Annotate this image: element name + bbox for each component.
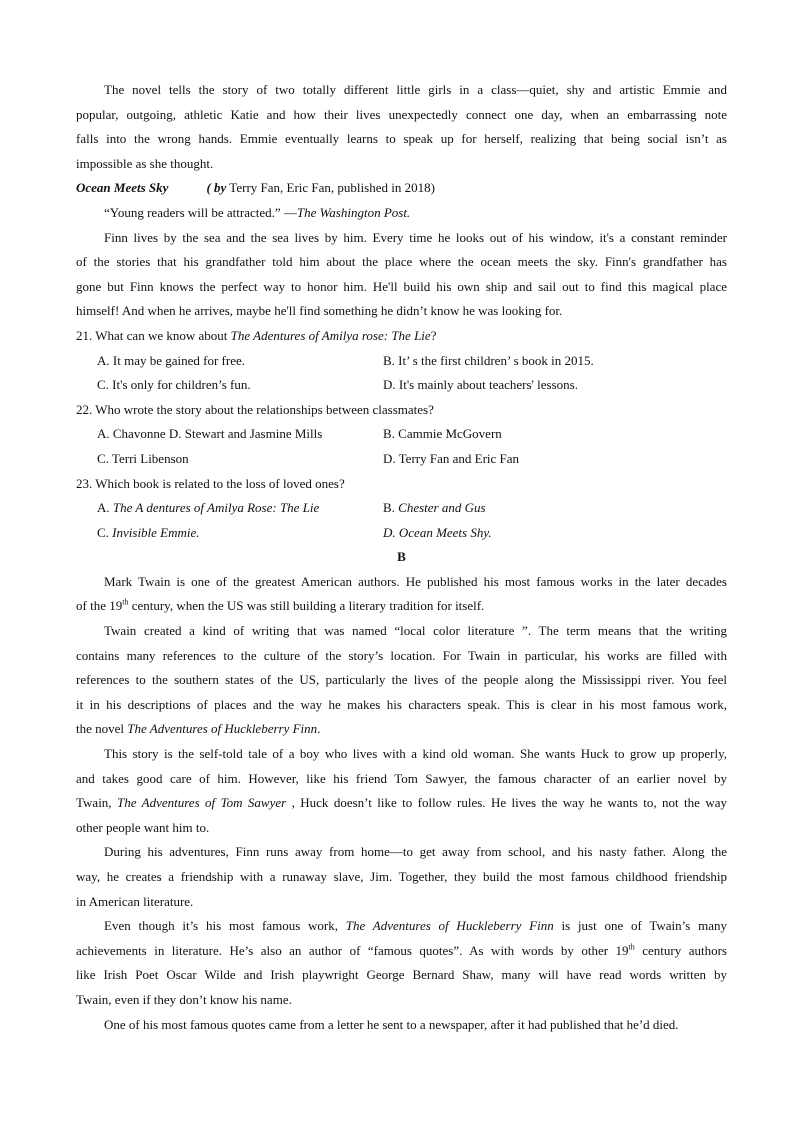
text-run: references to the southern states of the US, particularly the lives of the people along the Mississippi river. You feel — [76, 672, 727, 688]
text-run: , Huck doesn’t like to follow rules. He lives the way he wants to, not the way — [286, 795, 728, 811]
text-run: Even though it’s his most famous work, — [104, 918, 346, 934]
text-run: This story is the self-told tale of a boy who lives with a kind old woman. She wants Huck to grow up properly, — [104, 746, 727, 762]
text-run: Mark Twain is one of the greatest American authors. He published his most famous works in the later decades — [104, 573, 727, 589]
text-run: popular, outgoing, athletic Katie and how their lives unexpectedly connect one day, when an embarrassing note — [76, 106, 727, 122]
text-run: and takes good care of him. However, like his friend Tom Sawyer, the famous character of an earlier novel by — [76, 770, 727, 786]
text-line — [76, 939, 727, 964]
text-line — [76, 299, 727, 324]
text-run: The Washington Post. — [296, 204, 411, 220]
text-run: contains many references to the culture of the story’s location. For Twain in particular, his works are filled with — [76, 647, 727, 663]
text-line — [76, 250, 727, 275]
text-run: C. — [97, 524, 113, 540]
text-run: achievements in literature. He’s also an author of “famous quotes”. As with words by other 19 — [76, 942, 629, 958]
question — [76, 324, 727, 398]
text-run: ? — [430, 327, 437, 343]
answer-option[interactable] — [76, 422, 383, 447]
section-heading — [76, 545, 727, 570]
text-line — [76, 644, 727, 669]
text-run: in American literature. — [76, 893, 194, 909]
text-run: The Adventures of Huckleberry Finn — [127, 721, 318, 737]
answer-option[interactable] — [76, 496, 383, 521]
text-line — [76, 1013, 727, 1038]
paragraph — [76, 914, 727, 1012]
text-run: C. Terri Libenson — [97, 450, 189, 466]
text-run: is just one of Twain’s many — [553, 918, 727, 934]
text-run: “Young readers will be attracted.” — — [104, 204, 297, 220]
answer-option[interactable] — [76, 521, 383, 546]
text-line — [76, 275, 727, 300]
text-run: B. Cammie McGovern — [383, 426, 502, 442]
text-run: 21. What can we know about — [76, 327, 231, 343]
text-run: D. Ocean Meets Shy. — [383, 524, 492, 540]
text-run: The Adventures of Huckleberry Finn — [345, 918, 554, 934]
answer-option[interactable] — [383, 447, 519, 472]
text-line — [76, 226, 727, 251]
text-line — [76, 103, 727, 128]
answer-option[interactable] — [383, 349, 594, 374]
question — [76, 472, 727, 546]
question — [76, 398, 727, 472]
options-row — [76, 349, 727, 374]
text-run: During his adventures, Finn runs away from home—to get away from school, and his nasty father. Along the — [104, 844, 727, 860]
answer-option[interactable] — [383, 422, 502, 447]
text-line — [76, 152, 727, 177]
text-line — [76, 816, 727, 841]
paragraph — [76, 570, 727, 619]
text-run: the novel — [76, 721, 128, 737]
text-run: The A dentures of Amilya Rose: The Lie — [112, 500, 320, 516]
text-run: A. It may be gained for free. — [97, 352, 245, 368]
text-run: One of his most famous quotes came from a letter he sent to a newspaper, after it had published that he’d died. — [104, 1016, 679, 1032]
paragraph — [76, 619, 727, 742]
text-run: century authors — [634, 942, 727, 958]
book-title-line — [76, 176, 727, 201]
answer-option[interactable] — [383, 373, 578, 398]
text-run: Chester and Gus — [398, 500, 486, 516]
text-line — [76, 767, 727, 792]
text-run: 23. Which book is related to the loss of loved ones? — [76, 475, 345, 491]
text-line — [76, 594, 727, 619]
question-text — [76, 398, 727, 423]
text-run: of the stories that his grandfather told him about the place where the ocean meets the sky. Finn's grandfather has — [76, 254, 727, 270]
text-run: th — [628, 942, 635, 952]
text-line — [76, 127, 727, 152]
text-line — [76, 988, 727, 1013]
text-run: century, when the US was still building a literary tradition for itself. — [128, 598, 485, 614]
text-line — [76, 914, 727, 939]
review-quote — [76, 201, 727, 226]
text-line — [76, 890, 727, 915]
text-run: ( by — [206, 180, 227, 196]
text-run: way, he creates a friendship with a runaway slave, Jim. Together, they build the most famous childhood friendship — [76, 869, 727, 884]
question-text — [76, 472, 727, 497]
text-run: The novel tells the story of two totally different little girls in a class—quiet, shy and artistic Emmie and — [104, 82, 727, 97]
paragraph — [76, 78, 727, 176]
answer-option[interactable] — [76, 447, 383, 472]
text-line — [76, 717, 727, 742]
text-line — [76, 570, 727, 595]
paragraph — [76, 226, 727, 324]
text-run: of the 19 — [76, 598, 123, 614]
question-text — [76, 324, 727, 349]
text-line — [76, 865, 727, 890]
text-run: C. It's only for children’s fun. — [97, 377, 251, 393]
text-run: A. Chavonne D. Stewart and Jasmine Mills — [97, 426, 323, 442]
text-run: B. It’ s the first children’ s book in 2015. — [383, 352, 594, 368]
text-run: The Adentures of Amilya rose: The Lie — [230, 327, 431, 343]
text-run: other people want him to. — [76, 819, 210, 835]
text-run: Twain, — [76, 795, 117, 811]
paragraph — [76, 1013, 727, 1038]
options-row — [76, 422, 727, 447]
answer-option[interactable] — [76, 373, 383, 398]
text-line — [76, 668, 727, 693]
text-run: it in his descriptions of places and the way he makes his characters speak. This is clear in his most famous work, — [76, 696, 727, 712]
text-run: like Irish Poet Oscar Wilde and Irish playwright George Bernard Shaw, many will have read words written by — [76, 967, 727, 983]
text-line — [76, 791, 727, 816]
text-run: Twain, even if they don’t know his name. — [76, 991, 292, 1007]
options-row — [76, 521, 727, 546]
document-page — [76, 78, 727, 1037]
text-line — [76, 840, 727, 865]
text-run: Finn lives by the sea and the sea lives by him. Every time he looks out of his window, it's a constant reminder — [104, 229, 727, 245]
text-line — [76, 78, 727, 103]
text-run: The Adventures of Tom Sawyer — [116, 795, 287, 811]
text-line — [76, 619, 727, 644]
answer-option[interactable] — [383, 496, 486, 521]
paragraph — [76, 742, 727, 840]
text-line — [76, 742, 727, 767]
answer-option[interactable] — [383, 521, 492, 546]
text-run: gone but Finn knows the perfect way to honor him. He'll build his own ship and sail out to find this magical place — [76, 278, 727, 294]
text-line — [76, 963, 727, 988]
options-row — [76, 496, 727, 521]
text-run: A. — [97, 500, 113, 516]
text-run: th — [122, 598, 129, 608]
text-run: himself! And when he arrives, maybe he'll find something he didn’t know he was looking for. — [76, 303, 563, 319]
text-run: Ocean Meets Sky — [76, 180, 169, 196]
text-run: B — [397, 549, 406, 565]
text-run: D. Terry Fan and Eric Fan — [383, 450, 520, 466]
options-row — [76, 447, 727, 472]
text-run: 22. Who wrote the story about the relationships between classmates? — [76, 401, 434, 417]
text-line — [76, 693, 727, 718]
paragraph — [76, 840, 727, 914]
text-run: falls into the wrong hands. Emmie eventually learns to speak up for herself, realizing that being social isn’t as — [76, 131, 727, 147]
options-row — [76, 373, 727, 398]
text-run: B. — [383, 500, 399, 516]
answer-option[interactable] — [76, 349, 383, 374]
text-run: Terry Fan, Eric Fan, published in 2018) — [226, 180, 435, 196]
text-run: Twain created a kind of writing that was named “local color literature ”. The term means that the writing — [104, 623, 727, 639]
text-run: . — [317, 721, 321, 737]
text-run: D. It's mainly about teachers' lessons. — [383, 377, 578, 393]
text-run: impossible as she thought. — [76, 155, 214, 171]
text-run: Invisible Emmie. — [112, 524, 200, 540]
